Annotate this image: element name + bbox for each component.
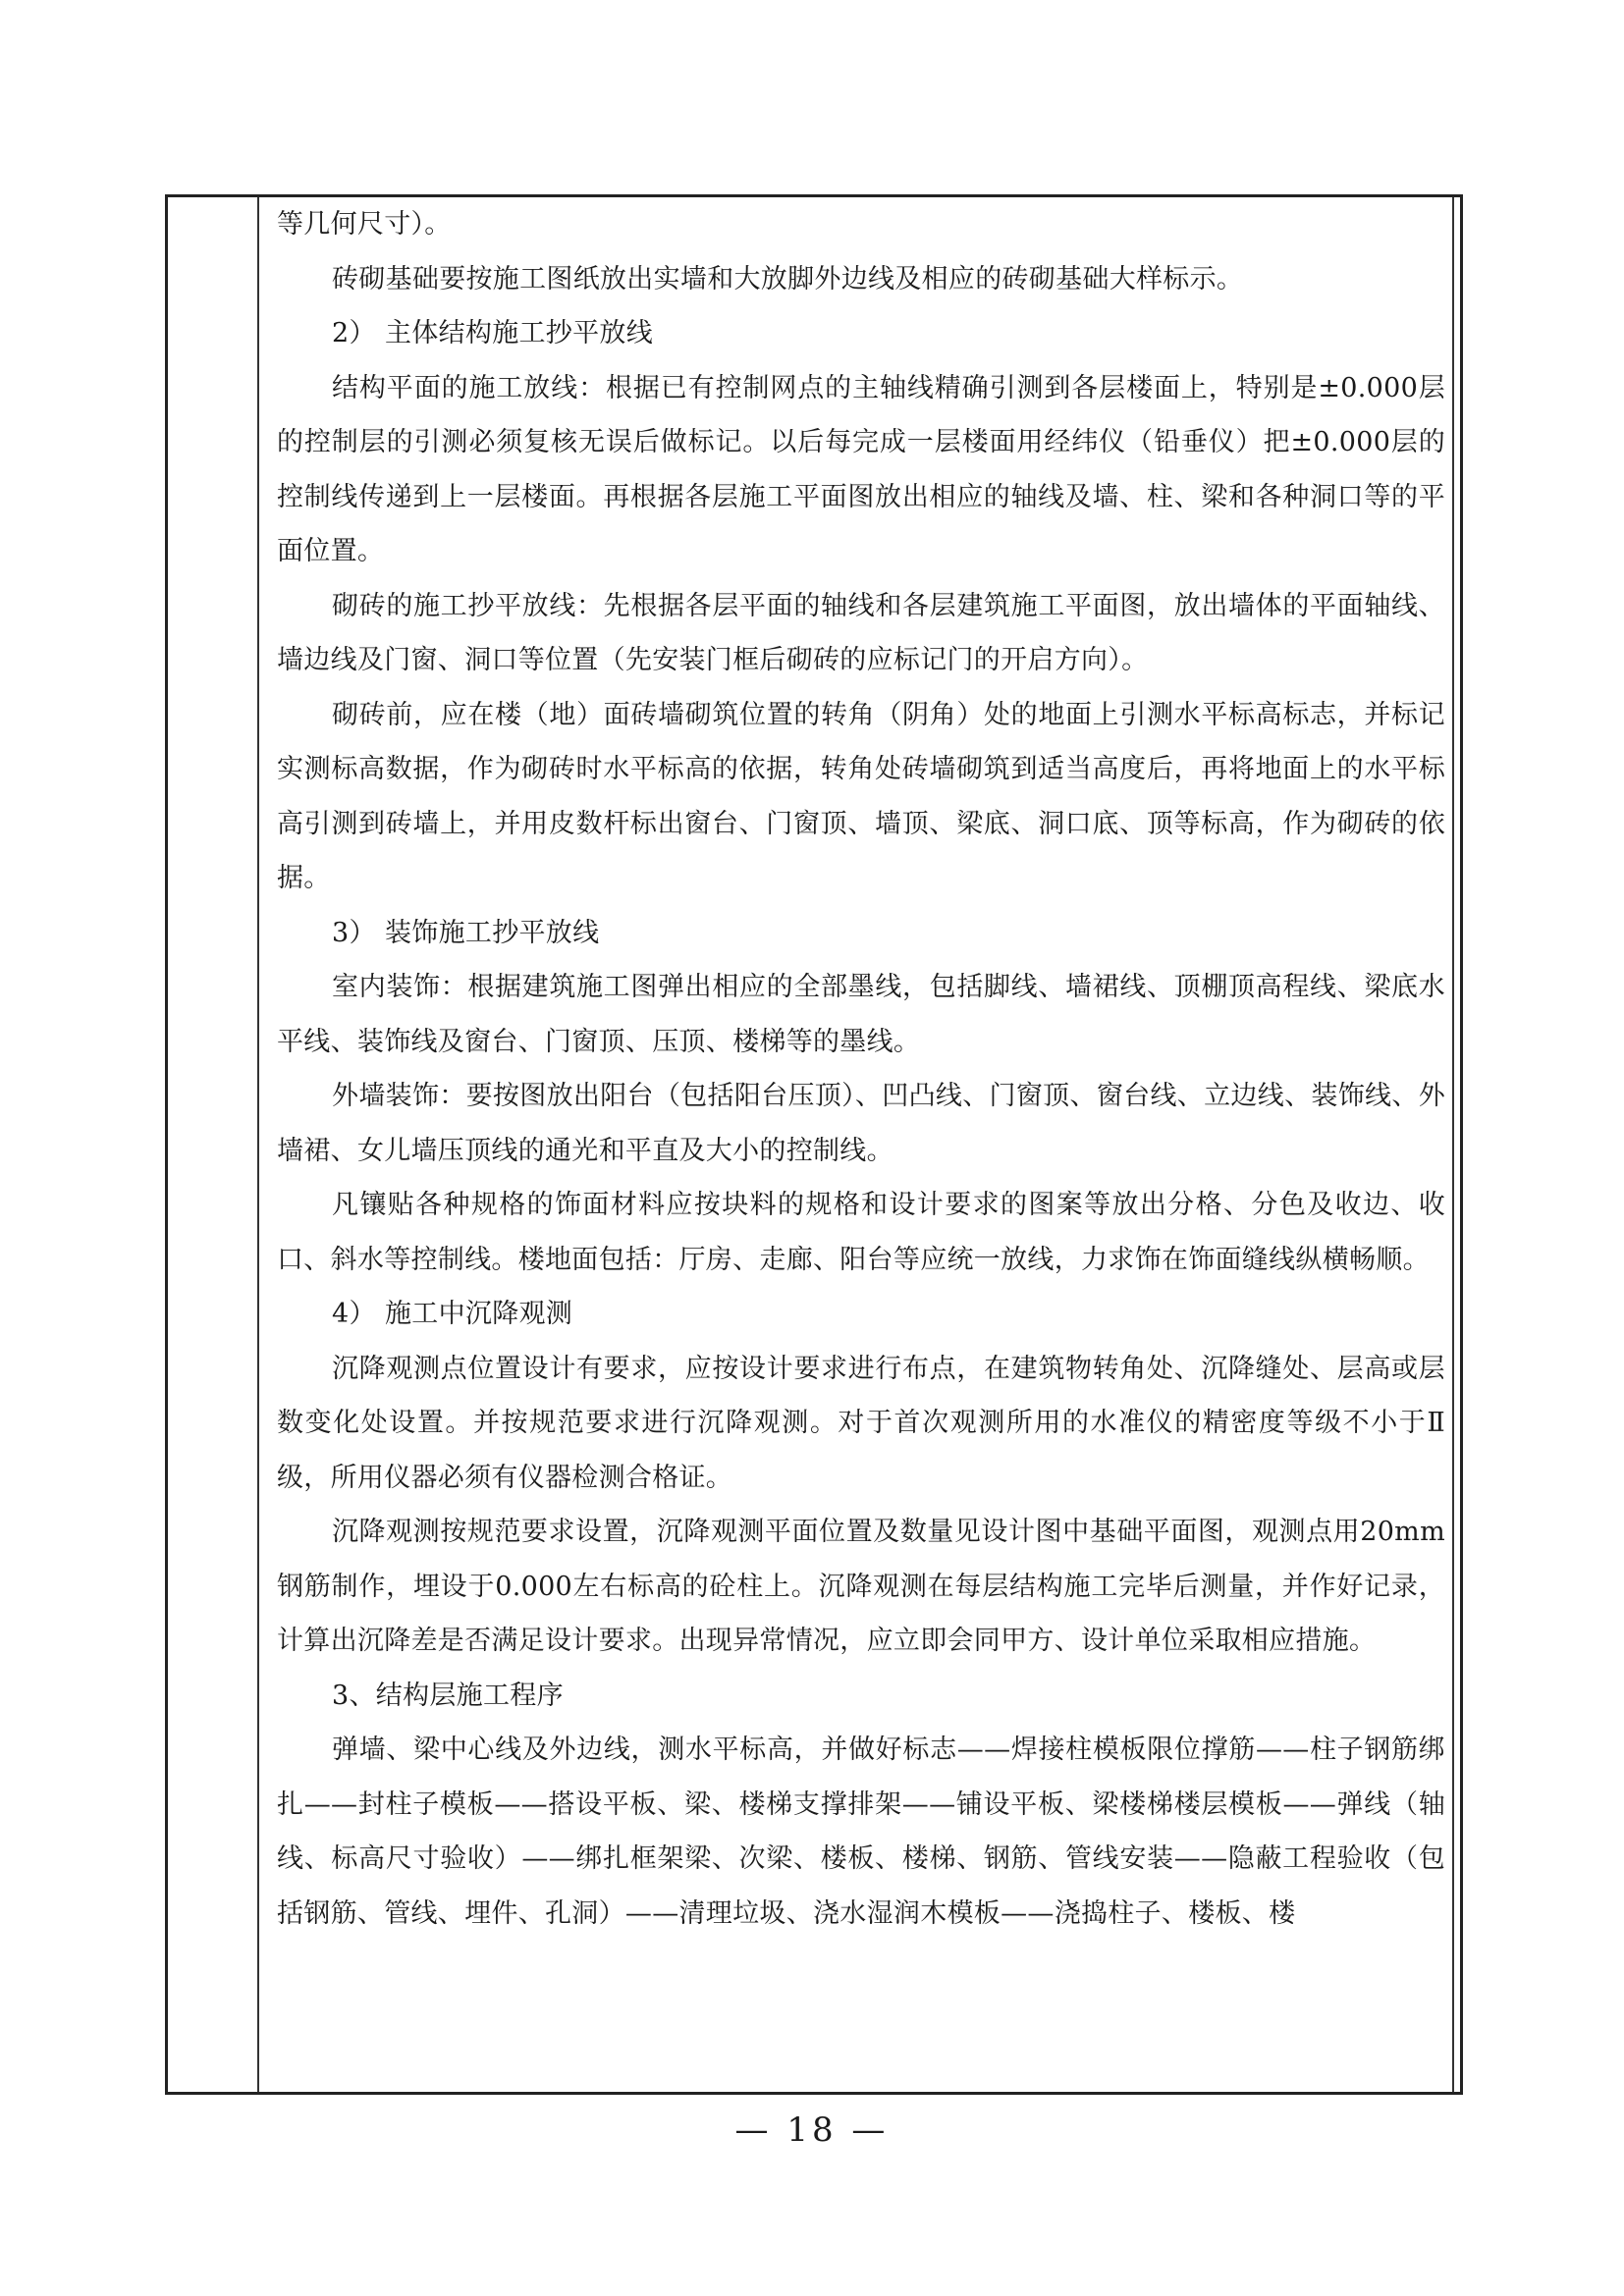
heading-number: 2） (332, 318, 376, 348)
heading-text: 施工中沉降观测 (385, 1299, 573, 1329)
heading-number: 4） (332, 1299, 376, 1329)
paragraph-brickwork-layout: 砌砖的施工抄平放线：先根据各层平面的轴线和各层建筑施工平面图，放出墙体的平面轴线、墙边线及门窗、洞口等位置（先安装门框后砌砖的应标记门的开启方向）。 (277, 590, 1445, 675)
paragraph-structural-plane-layout: 结构平面的施工放线：根据已有控制网点的主轴线精确引测到各层楼面上，特别是±0.000层的控制层的引测必须复核无误后做标记。以后每完成一层楼面用经纬仪（铅垂仪）把±0.000层的控制线传递到上一层楼面。再根据各层施工平面图放出相应的轴线及墙、柱、梁和各种洞口等的平面位置。 (277, 372, 1445, 566)
heading-main-structure-leveling (277, 306, 1445, 361)
heading-settlement-observation (277, 1287, 1445, 1342)
heading-decoration-leveling (277, 906, 1445, 961)
paragraph-continuation: 等几何尺寸）。 (277, 209, 452, 240)
right-column-divider (1452, 197, 1454, 2092)
paragraph-interior-decoration: 室内装饰：根据建筑施工图弹出相应的全部墨线，包括脚线、墙裙线、顶棚顶高程线、梁底水平线、装饰线及窗台、门窗顶、压顶、楼梯等的墨线。 (277, 972, 1445, 1057)
content-column (277, 197, 1445, 1941)
heading-number: 3） (332, 917, 376, 948)
page-number: — 18 — (734, 2110, 890, 2150)
heading-text: 装饰施工抄平放线 (385, 917, 600, 948)
paragraph-brick-foundation: 砖砌基础要按施工图纸放出实墙和大放脚外边线及相应的砖砌基础大样标示。 (332, 263, 1244, 294)
document-table (165, 194, 1463, 2095)
paragraph-settlement-setup: 沉降观测按规范要求设置，沉降观测平面位置及数量见设计图中基础平面图，观测点用20mm 钢筋制作，埋设于0.000左右标高的砼柱上。沉降观测在每层结构施工完毕后测量，并作好记录，计算出沉降差是否满足设计要求。出现异常情况，应立即会同甲方、设计单位采取相应措施。 (277, 1517, 1445, 1656)
paragraph-tile-layout: 凡镶贴各种规格的饰面材料应按块料的规格和设计要求的图案等放出分格、分色及收边、收口、斜水等控制线。楼地面包括：厅房、走廊、阳台等应统一放线，力求饰在饰面缝线纵横畅顺。 (277, 1190, 1445, 1275)
paragraph-settlement-points: 沉降观测点位置设计有要求，应按设计要求进行布点，在建筑物转角处、沉降缝处、层高或层数变化处设置。并按规范要求进行沉降观测。对于首次观测所用的水准仪的精密度等级不小于Ⅱ级，所用仪器必须有仪器检测合格证。 (277, 1353, 1445, 1493)
paragraph-structure-sequence: 弹墙、梁中心线及外边线，测水平标高，并做好标志——焊接柱模板限位撑筋——柱子钢筋绑扎——封柱子模板——搭设平板、梁、楼梯支撑排架——铺设平板、梁楼梯楼层模板——弹线（轴线、标高尺寸验收）——绑扎框架梁、次梁、楼板、楼梯、钢筋、管线安装——隐蔽工程验收（包括钢筋、管线、埋件、孔洞）——清理垃圾、浇水湿润木模板——浇捣柱子、楼板、楼 (277, 1735, 1445, 1929)
paragraph-before-brickwork: 砌砖前，应在楼（地）面砖墙砌筑位置的转角（阴角）处的地面上引测水平标高标志，并标记实测标高数据，作为砌砖时水平标高的依据，转角处砖墙砌筑到适当高度后，再将地面上的水平标高引测到砖墙上，并用皮数杆标出窗台、门窗顶、墙顶、梁底、洞口底、顶等标高，作为砌砖的依据。 (277, 699, 1445, 893)
left-column-divider (257, 197, 259, 2092)
heading-text: 主体结构施工抄平放线 (385, 318, 653, 348)
heading-structure-procedure: 3、结构层施工程序 (332, 1680, 564, 1711)
paragraph-exterior-decoration: 外墙装饰：要按图放出阳台（包括阳台压顶）、凹凸线、门窗顶、窗台线、立边线、装饰线、外墙裙、女儿墙压顶线的通光和平直及大小的控制线。 (277, 1081, 1445, 1166)
